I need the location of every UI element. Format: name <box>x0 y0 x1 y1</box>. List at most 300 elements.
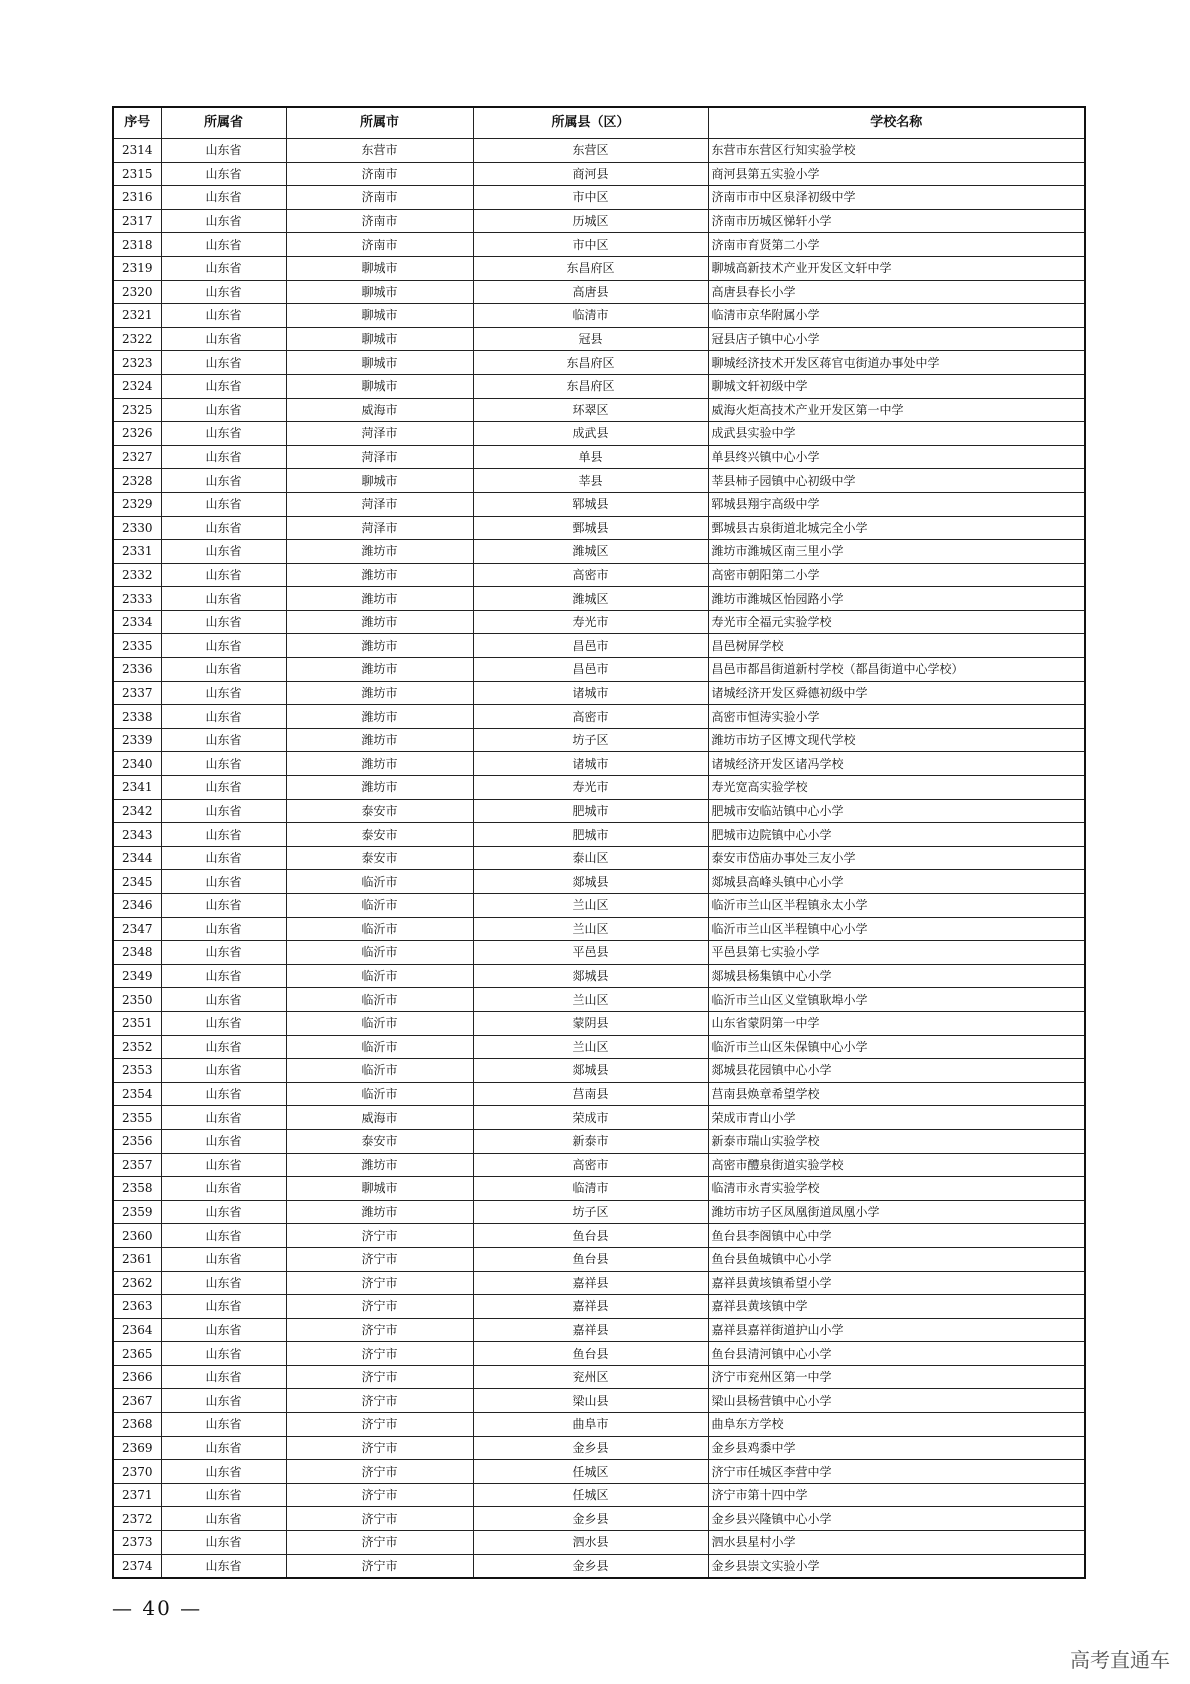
cell-school-name: 单县终兴镇中心小学 <box>708 445 1085 469</box>
table-row <box>113 634 1085 658</box>
cell-school-name: 寿光市全福元实验学校 <box>708 610 1085 634</box>
cell-school-name: 冠县店子镇中心小学 <box>708 327 1085 351</box>
cell-school-name: 荣成市青山小学 <box>708 1106 1085 1130</box>
cell-index: 2372 <box>113 1507 161 1531</box>
table-row <box>113 256 1085 280</box>
watermark: 高考直通车 <box>1070 1648 1170 1672</box>
cell-city: 临沂市 <box>286 988 473 1012</box>
table-row <box>113 233 1085 257</box>
table-row <box>113 351 1085 375</box>
cell-city: 临沂市 <box>286 917 473 941</box>
cell-province: 山东省 <box>161 374 286 398</box>
cell-index: 2337 <box>113 681 161 705</box>
cell-index: 2347 <box>113 917 161 941</box>
cell-city: 聊城市 <box>286 351 473 375</box>
cell-province: 山东省 <box>161 776 286 800</box>
cell-city: 潍坊市 <box>286 728 473 752</box>
cell-province: 山东省 <box>161 162 286 186</box>
cell-index: 2343 <box>113 823 161 847</box>
cell-county: 临清市 <box>473 1177 708 1201</box>
cell-county: 金乡县 <box>473 1507 708 1531</box>
cell-school-name: 临沂市兰山区半程镇中心小学 <box>708 917 1085 941</box>
cell-school-name: 鄄城县古泉街道北城完全小学 <box>708 516 1085 540</box>
cell-province: 山东省 <box>161 634 286 658</box>
cell-province: 山东省 <box>161 139 286 163</box>
cell-county: 寿光市 <box>473 776 708 800</box>
cell-county: 郯城县 <box>473 964 708 988</box>
table-row <box>113 658 1085 682</box>
table-row <box>113 422 1085 446</box>
cell-county: 肥城市 <box>473 823 708 847</box>
table-body <box>113 139 1085 1579</box>
cell-city: 潍坊市 <box>286 1153 473 1177</box>
cell-index: 2371 <box>113 1483 161 1507</box>
cell-province: 山东省 <box>161 1483 286 1507</box>
cell-school-name: 肥城市安临站镇中心小学 <box>708 799 1085 823</box>
table-row <box>113 139 1085 163</box>
cell-province: 山东省 <box>161 256 286 280</box>
cell-county: 冠县 <box>473 327 708 351</box>
table-row <box>113 1106 1085 1130</box>
cell-county: 寿光市 <box>473 610 708 634</box>
cell-city: 临沂市 <box>286 894 473 918</box>
cell-county: 成武县 <box>473 422 708 446</box>
cell-city: 泰安市 <box>286 1129 473 1153</box>
cell-province: 山东省 <box>161 1460 286 1484</box>
cell-school-name: 济南市市中区泉泽初级中学 <box>708 186 1085 210</box>
cell-province: 山东省 <box>161 422 286 446</box>
table-row <box>113 1035 1085 1059</box>
table-row <box>113 327 1085 351</box>
table-row <box>113 1177 1085 1201</box>
cell-county: 商河县 <box>473 162 708 186</box>
cell-county: 市中区 <box>473 186 708 210</box>
cell-county: 环翠区 <box>473 398 708 422</box>
table-row <box>113 445 1085 469</box>
cell-index: 2339 <box>113 728 161 752</box>
cell-school-name: 郓城县翔宇高级中学 <box>708 492 1085 516</box>
cell-province: 山东省 <box>161 1531 286 1555</box>
cell-county: 鱼台县 <box>473 1224 708 1248</box>
cell-county: 泗水县 <box>473 1531 708 1555</box>
cell-city: 临沂市 <box>286 964 473 988</box>
cell-school-name: 泗水县星村小学 <box>708 1531 1085 1555</box>
cell-county: 曲阜市 <box>473 1413 708 1437</box>
cell-school-name: 鱼台县李阁镇中心中学 <box>708 1224 1085 1248</box>
cell-city: 临沂市 <box>286 870 473 894</box>
cell-county: 潍城区 <box>473 587 708 611</box>
cell-province: 山东省 <box>161 1413 286 1437</box>
cell-index: 2360 <box>113 1224 161 1248</box>
cell-county: 坊子区 <box>473 728 708 752</box>
cell-county: 鄄城县 <box>473 516 708 540</box>
cell-school-name: 莘县柿子园镇中心初级中学 <box>708 469 1085 493</box>
cell-county: 兖州区 <box>473 1365 708 1389</box>
cell-city: 菏泽市 <box>286 422 473 446</box>
cell-school-name: 临沂市兰山区半程镇永太小学 <box>708 894 1085 918</box>
table-row <box>113 799 1085 823</box>
cell-province: 山东省 <box>161 1200 286 1224</box>
cell-city: 潍坊市 <box>286 587 473 611</box>
table-row <box>113 304 1085 328</box>
cell-city: 济南市 <box>286 209 473 233</box>
table-row <box>113 1200 1085 1224</box>
cell-province: 山东省 <box>161 728 286 752</box>
cell-index: 2326 <box>113 422 161 446</box>
cell-city: 聊城市 <box>286 374 473 398</box>
cell-county: 昌邑市 <box>473 634 708 658</box>
cell-city: 潍坊市 <box>286 1200 473 1224</box>
cell-index: 2369 <box>113 1436 161 1460</box>
cell-province: 山东省 <box>161 492 286 516</box>
cell-city: 聊城市 <box>286 280 473 304</box>
table-row <box>113 964 1085 988</box>
cell-county: 高密市 <box>473 1153 708 1177</box>
table-row <box>113 1389 1085 1413</box>
cell-city: 聊城市 <box>286 256 473 280</box>
cell-school-name: 临沂市兰山区义堂镇耿埠小学 <box>708 988 1085 1012</box>
cell-index: 2340 <box>113 752 161 776</box>
cell-county: 平邑县 <box>473 941 708 965</box>
cell-city: 济宁市 <box>286 1389 473 1413</box>
cell-index: 2335 <box>113 634 161 658</box>
cell-school-name: 昌邑市都昌街道新村学校（都昌街道中心学校） <box>708 658 1085 682</box>
cell-city: 聊城市 <box>286 1177 473 1201</box>
cell-city: 临沂市 <box>286 1082 473 1106</box>
cell-city: 临沂市 <box>286 1059 473 1083</box>
cell-county: 兰山区 <box>473 894 708 918</box>
cell-school-name: 诸城经济开发区舜德初级中学 <box>708 681 1085 705</box>
cell-county: 高唐县 <box>473 280 708 304</box>
cell-city: 济宁市 <box>286 1531 473 1555</box>
cell-city: 菏泽市 <box>286 445 473 469</box>
cell-county: 金乡县 <box>473 1436 708 1460</box>
cell-city: 济宁市 <box>286 1247 473 1271</box>
cell-province: 山东省 <box>161 1177 286 1201</box>
school-list-table <box>112 106 1086 1579</box>
table-row <box>113 752 1085 776</box>
cell-index: 2327 <box>113 445 161 469</box>
cell-index: 2363 <box>113 1295 161 1319</box>
cell-city: 临沂市 <box>286 1035 473 1059</box>
cell-school-name: 聊城高新技术产业开发区文轩中学 <box>708 256 1085 280</box>
cell-school-name: 潍坊市坊子区凤凰街道凤凰小学 <box>708 1200 1085 1224</box>
cell-city: 潍坊市 <box>286 610 473 634</box>
table-row <box>113 681 1085 705</box>
cell-city: 临沂市 <box>286 1011 473 1035</box>
cell-county: 单县 <box>473 445 708 469</box>
cell-index: 2352 <box>113 1035 161 1059</box>
cell-index: 2332 <box>113 563 161 587</box>
cell-county: 嘉祥县 <box>473 1295 708 1319</box>
cell-city: 济南市 <box>286 233 473 257</box>
cell-city: 济宁市 <box>286 1483 473 1507</box>
cell-index: 2331 <box>113 540 161 564</box>
cell-index: 2362 <box>113 1271 161 1295</box>
cell-city: 潍坊市 <box>286 563 473 587</box>
cell-index: 2322 <box>113 327 161 351</box>
cell-province: 山东省 <box>161 1011 286 1035</box>
table-row <box>113 1295 1085 1319</box>
cell-province: 山东省 <box>161 516 286 540</box>
cell-province: 山东省 <box>161 917 286 941</box>
cell-school-name: 郯城县杨集镇中心小学 <box>708 964 1085 988</box>
cell-school-name: 肥城市边院镇中心小学 <box>708 823 1085 847</box>
cell-school-name: 商河县第五实验小学 <box>708 162 1085 186</box>
cell-province: 山东省 <box>161 988 286 1012</box>
cell-province: 山东省 <box>161 233 286 257</box>
cell-school-name: 济南市历城区悌轩小学 <box>708 209 1085 233</box>
cell-index: 2370 <box>113 1460 161 1484</box>
cell-city: 济宁市 <box>286 1436 473 1460</box>
cell-school-name: 山东省蒙阴第一中学 <box>708 1011 1085 1035</box>
cell-city: 济宁市 <box>286 1413 473 1437</box>
cell-index: 2346 <box>113 894 161 918</box>
cell-school-name: 嘉祥县黄垓镇中学 <box>708 1295 1085 1319</box>
cell-school-name: 济宁市兖州区第一中学 <box>708 1365 1085 1389</box>
cell-county: 莒南县 <box>473 1082 708 1106</box>
cell-index: 2357 <box>113 1153 161 1177</box>
table-row <box>113 162 1085 186</box>
table-row <box>113 1011 1085 1035</box>
table-row <box>113 870 1085 894</box>
cell-index: 2315 <box>113 162 161 186</box>
cell-index: 2348 <box>113 941 161 965</box>
cell-county: 东昌府区 <box>473 374 708 398</box>
cell-city: 济宁市 <box>286 1342 473 1366</box>
cell-index: 2317 <box>113 209 161 233</box>
cell-city: 济宁市 <box>286 1295 473 1319</box>
cell-county: 昌邑市 <box>473 658 708 682</box>
cell-county: 蒙阴县 <box>473 1011 708 1035</box>
cell-city: 济宁市 <box>286 1365 473 1389</box>
cell-province: 山东省 <box>161 1342 286 1366</box>
table-row <box>113 1153 1085 1177</box>
cell-index: 2351 <box>113 1011 161 1035</box>
cell-school-name: 郯城县高峰头镇中心小学 <box>708 870 1085 894</box>
cell-province: 山东省 <box>161 658 286 682</box>
cell-index: 2353 <box>113 1059 161 1083</box>
cell-county: 东昌府区 <box>473 351 708 375</box>
cell-school-name: 高密市朝阳第二小学 <box>708 563 1085 587</box>
cell-school-name: 新泰市瑞山实验学校 <box>708 1129 1085 1153</box>
cell-province: 山东省 <box>161 1271 286 1295</box>
cell-school-name: 临清市永青实验学校 <box>708 1177 1085 1201</box>
cell-county: 新泰市 <box>473 1129 708 1153</box>
cell-province: 山东省 <box>161 563 286 587</box>
cell-school-name: 聊城文轩初级中学 <box>708 374 1085 398</box>
cell-county: 诸城市 <box>473 681 708 705</box>
cell-index: 2350 <box>113 988 161 1012</box>
cell-province: 山东省 <box>161 823 286 847</box>
cell-province: 山东省 <box>161 681 286 705</box>
cell-school-name: 嘉祥县嘉祥街道护山小学 <box>708 1318 1085 1342</box>
table-row <box>113 1483 1085 1507</box>
cell-province: 山东省 <box>161 964 286 988</box>
cell-index: 2345 <box>113 870 161 894</box>
table-row <box>113 917 1085 941</box>
cell-school-name: 诸城经济开发区诸冯学校 <box>708 752 1085 776</box>
cell-province: 山东省 <box>161 304 286 328</box>
cell-province: 山东省 <box>161 1365 286 1389</box>
cell-school-name: 郯城县花园镇中心小学 <box>708 1059 1085 1083</box>
cell-city: 泰安市 <box>286 799 473 823</box>
cell-index: 2359 <box>113 1200 161 1224</box>
cell-index: 2323 <box>113 351 161 375</box>
table-row <box>113 941 1085 965</box>
cell-county: 历城区 <box>473 209 708 233</box>
cell-school-name: 高唐县春长小学 <box>708 280 1085 304</box>
cell-city: 潍坊市 <box>286 705 473 729</box>
cell-school-name: 平邑县第七实验小学 <box>708 941 1085 965</box>
table-header-row <box>113 107 1085 139</box>
table-row <box>113 587 1085 611</box>
cell-province: 山东省 <box>161 1507 286 1531</box>
cell-city: 聊城市 <box>286 327 473 351</box>
cell-county: 高密市 <box>473 705 708 729</box>
cell-index: 2324 <box>113 374 161 398</box>
table-row <box>113 1413 1085 1437</box>
cell-province: 山东省 <box>161 1153 286 1177</box>
cell-county: 坊子区 <box>473 1200 708 1224</box>
table-row <box>113 846 1085 870</box>
cell-index: 2361 <box>113 1247 161 1271</box>
cell-county: 潍城区 <box>473 540 708 564</box>
cell-index: 2329 <box>113 492 161 516</box>
cell-school-name: 鱼台县清河镇中心小学 <box>708 1342 1085 1366</box>
cell-school-name: 威海火炬高技术产业开发区第一中学 <box>708 398 1085 422</box>
cell-city: 聊城市 <box>286 469 473 493</box>
cell-county: 兰山区 <box>473 1035 708 1059</box>
cell-index: 2367 <box>113 1389 161 1413</box>
cell-city: 济宁市 <box>286 1224 473 1248</box>
cell-province: 山东省 <box>161 752 286 776</box>
cell-province: 山东省 <box>161 209 286 233</box>
table-row <box>113 186 1085 210</box>
table-row <box>113 563 1085 587</box>
cell-school-name: 寿光宽高实验学校 <box>708 776 1085 800</box>
cell-school-name: 曲阜东方学校 <box>708 1413 1085 1437</box>
table-row <box>113 398 1085 422</box>
cell-school-name: 昌邑树屏学校 <box>708 634 1085 658</box>
cell-county: 临清市 <box>473 304 708 328</box>
cell-county: 任城区 <box>473 1483 708 1507</box>
table-row <box>113 1082 1085 1106</box>
table-row <box>113 1531 1085 1555</box>
cell-index: 2328 <box>113 469 161 493</box>
cell-city: 聊城市 <box>286 304 473 328</box>
cell-county: 郯城县 <box>473 870 708 894</box>
cell-county: 诸城市 <box>473 752 708 776</box>
cell-index: 2356 <box>113 1129 161 1153</box>
cell-province: 山东省 <box>161 1554 286 1578</box>
cell-school-name: 东营市东营区行知实验学校 <box>708 139 1085 163</box>
cell-province: 山东省 <box>161 610 286 634</box>
cell-province: 山东省 <box>161 1389 286 1413</box>
table-row <box>113 516 1085 540</box>
cell-index: 2374 <box>113 1554 161 1578</box>
header-city: 所属市 <box>286 107 473 139</box>
cell-province: 山东省 <box>161 846 286 870</box>
cell-county: 鱼台县 <box>473 1247 708 1271</box>
cell-county: 金乡县 <box>473 1554 708 1578</box>
cell-province: 山东省 <box>161 799 286 823</box>
cell-province: 山东省 <box>161 1035 286 1059</box>
cell-city: 威海市 <box>286 1106 473 1130</box>
cell-city: 济南市 <box>286 162 473 186</box>
cell-city: 济宁市 <box>286 1460 473 1484</box>
cell-index: 2342 <box>113 799 161 823</box>
cell-county: 兰山区 <box>473 917 708 941</box>
cell-school-name: 成武县实验中学 <box>708 422 1085 446</box>
header-province: 所属省 <box>161 107 286 139</box>
cell-index: 2349 <box>113 964 161 988</box>
cell-province: 山东省 <box>161 327 286 351</box>
cell-city: 潍坊市 <box>286 540 473 564</box>
table-row <box>113 209 1085 233</box>
table-row <box>113 728 1085 752</box>
cell-city: 济宁市 <box>286 1271 473 1295</box>
cell-city: 泰安市 <box>286 823 473 847</box>
table-row <box>113 1224 1085 1248</box>
cell-school-name: 泰安市岱庙办事处三友小学 <box>708 846 1085 870</box>
table-row <box>113 1460 1085 1484</box>
cell-county: 市中区 <box>473 233 708 257</box>
cell-index: 2334 <box>113 610 161 634</box>
table-row <box>113 374 1085 398</box>
header-county: 所属县（区） <box>473 107 708 139</box>
cell-index: 2318 <box>113 233 161 257</box>
table-row <box>113 1507 1085 1531</box>
cell-city: 济宁市 <box>286 1318 473 1342</box>
cell-school-name: 金乡县兴隆镇中心小学 <box>708 1507 1085 1531</box>
cell-index: 2341 <box>113 776 161 800</box>
table-row <box>113 1342 1085 1366</box>
cell-index: 2333 <box>113 587 161 611</box>
cell-city: 东营市 <box>286 139 473 163</box>
cell-province: 山东省 <box>161 1106 286 1130</box>
cell-county: 嘉祥县 <box>473 1271 708 1295</box>
cell-index: 2368 <box>113 1413 161 1437</box>
cell-province: 山东省 <box>161 870 286 894</box>
cell-city: 潍坊市 <box>286 634 473 658</box>
cell-school-name: 潍坊市潍城区南三里小学 <box>708 540 1085 564</box>
cell-province: 山东省 <box>161 1059 286 1083</box>
cell-index: 2366 <box>113 1365 161 1389</box>
cell-index: 2330 <box>113 516 161 540</box>
cell-county: 东营区 <box>473 139 708 163</box>
cell-index: 2373 <box>113 1531 161 1555</box>
cell-county: 东昌府区 <box>473 256 708 280</box>
cell-city: 济南市 <box>286 186 473 210</box>
cell-school-name: 潍坊市潍城区怡园路小学 <box>708 587 1085 611</box>
table-row <box>113 823 1085 847</box>
cell-school-name: 高密市醴泉街道实验学校 <box>708 1153 1085 1177</box>
cell-province: 山东省 <box>161 1129 286 1153</box>
table-row <box>113 1365 1085 1389</box>
cell-county: 泰山区 <box>473 846 708 870</box>
cell-index: 2321 <box>113 304 161 328</box>
cell-county: 嘉祥县 <box>473 1318 708 1342</box>
cell-city: 济宁市 <box>286 1507 473 1531</box>
cell-province: 山东省 <box>161 894 286 918</box>
cell-province: 山东省 <box>161 1247 286 1271</box>
cell-index: 2325 <box>113 398 161 422</box>
cell-county: 莘县 <box>473 469 708 493</box>
cell-province: 山东省 <box>161 941 286 965</box>
cell-province: 山东省 <box>161 1082 286 1106</box>
header-index: 序号 <box>113 107 161 139</box>
